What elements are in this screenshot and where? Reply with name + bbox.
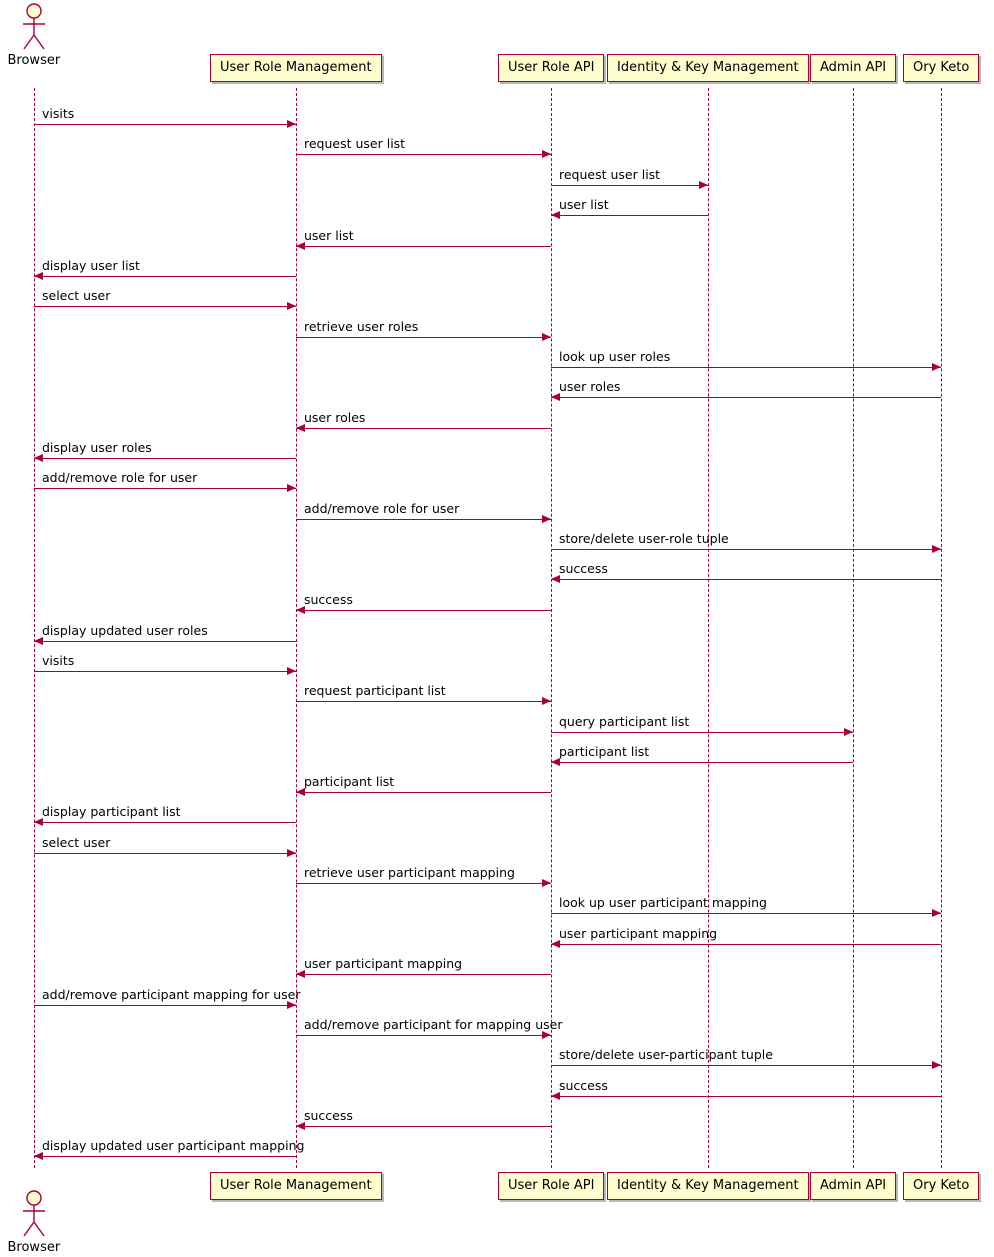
arrowhead-left-icon bbox=[296, 970, 305, 978]
arrowhead-left-icon bbox=[296, 424, 305, 432]
arrowhead-left-icon bbox=[34, 1152, 43, 1160]
message-line bbox=[296, 974, 551, 975]
arrowhead-right-icon bbox=[542, 333, 551, 341]
message-line bbox=[34, 458, 296, 459]
message-line bbox=[296, 519, 551, 520]
message-label: add/remove participant for mapping user bbox=[304, 1017, 563, 1032]
arrowhead-left-icon bbox=[34, 818, 43, 826]
message-line bbox=[551, 549, 941, 550]
message-line bbox=[296, 428, 551, 429]
message-label: success bbox=[559, 1078, 608, 1093]
message-label: success bbox=[304, 592, 353, 607]
message-label: success bbox=[559, 561, 608, 576]
arrowhead-left-icon bbox=[34, 454, 43, 462]
message-label: select user bbox=[42, 835, 111, 850]
lifeline-browser bbox=[34, 88, 35, 1168]
message-line bbox=[296, 792, 551, 793]
message-line bbox=[551, 367, 941, 368]
message-line bbox=[34, 276, 296, 277]
lifeline-oryketo bbox=[941, 88, 942, 1168]
arrowhead-left-icon bbox=[551, 393, 560, 401]
message-label: request user list bbox=[559, 167, 661, 182]
participant-oryketo-top: Ory Keto bbox=[903, 54, 979, 82]
message-line bbox=[296, 610, 551, 611]
message-line bbox=[34, 306, 296, 307]
arrowhead-left-icon bbox=[551, 575, 560, 583]
arrowhead-right-icon bbox=[932, 363, 941, 371]
message-label: retrieve user participant mapping bbox=[304, 865, 515, 880]
participant-urapi-bottom: User Role API bbox=[498, 1172, 604, 1200]
message-label: store/delete user-role tuple bbox=[559, 531, 729, 546]
arrowhead-left-icon bbox=[551, 940, 560, 948]
participant-adminapi-bottom: Admin API bbox=[810, 1172, 896, 1200]
message-label: display updated user roles bbox=[42, 623, 208, 638]
message-line bbox=[551, 762, 853, 763]
message-label: success bbox=[304, 1108, 353, 1123]
arrowhead-right-icon bbox=[932, 909, 941, 917]
message-label: add/remove participant mapping for user bbox=[42, 987, 301, 1002]
arrowhead-right-icon bbox=[932, 545, 941, 553]
arrowhead-right-icon bbox=[542, 515, 551, 523]
message-line bbox=[34, 822, 296, 823]
message-line bbox=[551, 185, 708, 186]
message-label: display user roles bbox=[42, 440, 152, 455]
arrowhead-right-icon bbox=[287, 120, 296, 128]
message-label: select user bbox=[42, 288, 111, 303]
participant-ikm-bottom: Identity & Key Management bbox=[607, 1172, 809, 1200]
message-label: visits bbox=[42, 653, 75, 668]
message-line bbox=[34, 1005, 296, 1006]
message-label: request user list bbox=[304, 136, 406, 151]
message-line bbox=[34, 124, 296, 125]
arrowhead-right-icon bbox=[287, 849, 296, 857]
message-label: query participant list bbox=[559, 714, 690, 729]
message-line bbox=[296, 246, 551, 247]
actor-browser-top-icon bbox=[20, 3, 48, 55]
arrowhead-right-icon bbox=[699, 181, 708, 189]
message-label: user roles bbox=[304, 410, 366, 425]
arrowhead-left-icon bbox=[551, 1092, 560, 1100]
message-label: participant list bbox=[304, 774, 395, 789]
arrowhead-right-icon bbox=[287, 484, 296, 492]
participant-urapi-top: User Role API bbox=[498, 54, 604, 82]
arrowhead-left-icon bbox=[551, 211, 560, 219]
message-line bbox=[296, 337, 551, 338]
message-label: retrieve user roles bbox=[304, 319, 419, 334]
arrowhead-right-icon bbox=[287, 1001, 296, 1009]
arrowhead-right-icon bbox=[542, 1031, 551, 1039]
message-label: user list bbox=[559, 197, 609, 212]
arrowhead-right-icon bbox=[542, 879, 551, 887]
message-label: add/remove role for user bbox=[42, 470, 198, 485]
message-label: look up user roles bbox=[559, 349, 671, 364]
lifeline-ikm bbox=[708, 88, 709, 1168]
message-line bbox=[296, 1126, 551, 1127]
lifeline-urapi bbox=[551, 88, 552, 1168]
message-line bbox=[551, 913, 941, 914]
message-label: user list bbox=[304, 228, 354, 243]
message-line bbox=[551, 397, 941, 398]
message-line bbox=[551, 732, 853, 733]
arrowhead-left-icon bbox=[34, 637, 43, 645]
actor-browser-bottom-label: Browser bbox=[7, 1240, 61, 1255]
message-line bbox=[551, 944, 941, 945]
message-label: visits bbox=[42, 106, 75, 121]
participant-adminapi-top: Admin API bbox=[810, 54, 896, 82]
arrowhead-right-icon bbox=[844, 728, 853, 736]
message-line bbox=[34, 853, 296, 854]
arrowhead-right-icon bbox=[932, 1061, 941, 1069]
arrowhead-left-icon bbox=[296, 606, 305, 614]
message-line bbox=[34, 1156, 296, 1157]
message-label: request participant list bbox=[304, 683, 446, 698]
message-label: user participant mapping bbox=[559, 926, 718, 941]
message-line bbox=[296, 1035, 551, 1036]
message-label: display updated user participant mapping bbox=[42, 1138, 305, 1153]
message-line bbox=[551, 579, 941, 580]
message-label: display user list bbox=[42, 258, 140, 273]
arrowhead-left-icon bbox=[296, 242, 305, 250]
message-line bbox=[296, 701, 551, 702]
participant-urm-top: User Role Management bbox=[210, 54, 382, 82]
message-line bbox=[34, 488, 296, 489]
arrowhead-left-icon bbox=[296, 788, 305, 796]
actor-browser-top-label: Browser bbox=[7, 53, 61, 68]
message-label: participant list bbox=[559, 744, 650, 759]
message-line bbox=[296, 883, 551, 884]
actor-browser-bottom-icon bbox=[20, 1190, 48, 1242]
arrowhead-right-icon bbox=[287, 667, 296, 675]
participant-ikm-top: Identity & Key Management bbox=[607, 54, 809, 82]
message-label: add/remove role for user bbox=[304, 501, 460, 516]
arrowhead-left-icon bbox=[551, 758, 560, 766]
message-line bbox=[34, 641, 296, 642]
message-line bbox=[551, 215, 708, 216]
message-line bbox=[296, 154, 551, 155]
message-label: store/delete user-participant tuple bbox=[559, 1047, 773, 1062]
arrowhead-left-icon bbox=[296, 1122, 305, 1130]
message-line bbox=[551, 1065, 941, 1066]
arrowhead-right-icon bbox=[542, 150, 551, 158]
message-label: user roles bbox=[559, 379, 621, 394]
message-line bbox=[551, 1096, 941, 1097]
arrowhead-left-icon bbox=[34, 272, 43, 280]
participant-oryketo-bottom: Ory Keto bbox=[903, 1172, 979, 1200]
message-label: look up user participant mapping bbox=[559, 895, 767, 910]
lifeline-urm bbox=[296, 88, 297, 1168]
message-label: display participant list bbox=[42, 804, 181, 819]
arrowhead-right-icon bbox=[542, 697, 551, 705]
message-line bbox=[34, 671, 296, 672]
participant-urm-bottom: User Role Management bbox=[210, 1172, 382, 1200]
arrowhead-right-icon bbox=[287, 302, 296, 310]
message-label: user participant mapping bbox=[304, 956, 463, 971]
lifeline-adminapi bbox=[853, 88, 854, 1168]
